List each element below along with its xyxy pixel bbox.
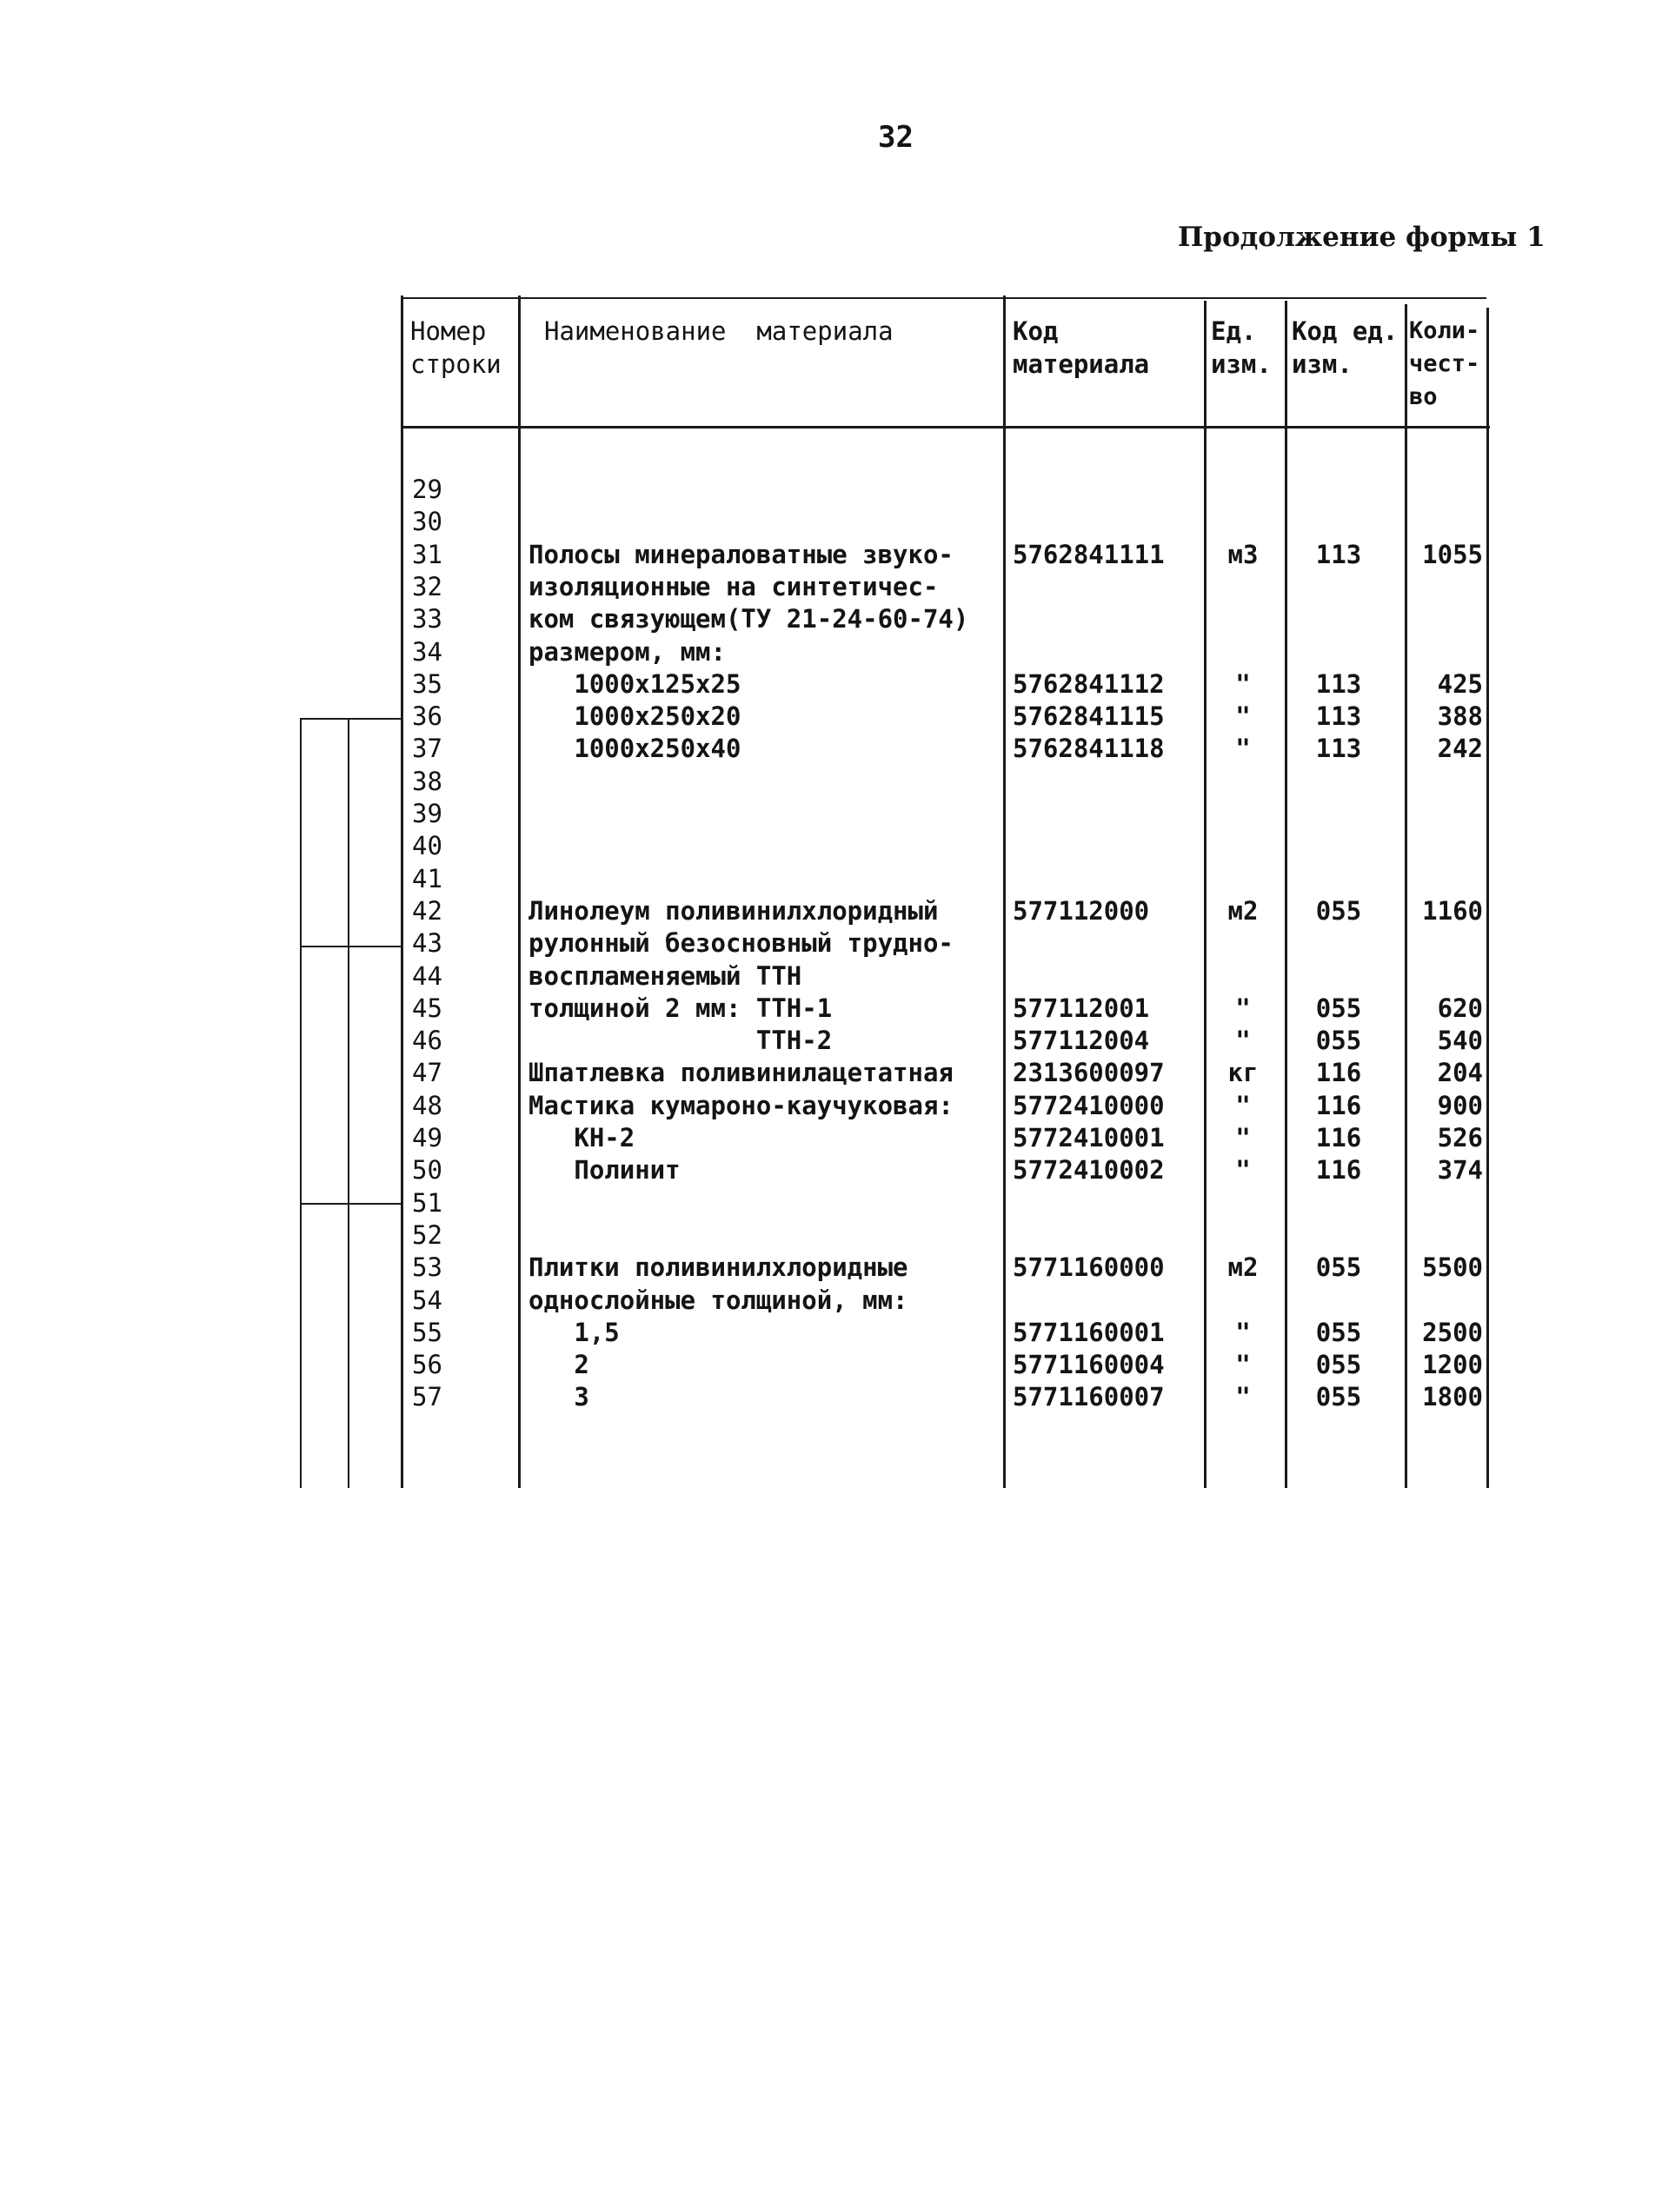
row-number-cell: 56 [412,1350,442,1379]
quantity-cell: 1160 [1422,896,1483,926]
material-name-cell: 1,5 [529,1318,620,1347]
unit-cell [1208,506,1278,538]
material-name-cell: 1000x125x25 [529,669,741,699]
margin-tick [300,1203,402,1205]
unit-code-cell [1295,1285,1382,1317]
row-number-cell: 33 [412,604,442,634]
quantity-cell [1399,766,1483,798]
material-name-cell: Полинит [529,1155,681,1185]
unit-cell: м2 [1227,896,1259,926]
material-name-cell: КН-2 [529,1123,635,1152]
row-number-cell: 30 [412,507,442,536]
row-number-cell: 51 [412,1188,442,1218]
unit-cell [1208,1187,1278,1219]
quantity-cell [1399,474,1483,506]
unit-code-cell [1295,830,1382,862]
row-number-cell: 31 [412,540,442,569]
material-code-cell: 5762841118 [1013,734,1165,763]
unit-cell [1208,636,1278,668]
unit-cell: " [1235,1318,1251,1347]
row-number-cell: 55 [412,1318,442,1347]
material-name-cell: 3 [529,1382,589,1412]
row-number-cell: 52 [412,1220,442,1250]
column-line [401,296,403,1488]
row-number-cell: 54 [412,1285,442,1315]
quantity-cell: 388 [1437,701,1483,731]
material-code-cell: 577112000 [1013,896,1150,926]
quantity-cell: 540 [1437,1026,1483,1055]
material-name-cell: Линолеум поливинилхлоридный [529,896,939,926]
unit-code-cell: 055 [1315,1252,1362,1282]
quantity-cell: 1800 [1422,1382,1483,1412]
material-name-cell: Шпатлевка поливинилацетатная [529,1058,954,1087]
material-name-cell: однослойные толщиной, мм: [529,1285,908,1315]
unit-code-cell [1295,474,1382,506]
quantity-cell [1399,863,1483,895]
unit-code-cell [1295,636,1382,668]
unit-code-cell [1295,798,1382,830]
material-name-cell: воспламеняемый ТТН [529,961,802,991]
column-line [1003,296,1006,1488]
unit-cell [1208,1219,1278,1252]
row-number-cell: 40 [412,831,442,860]
continuation-label: Продолжение формы 1 [1178,222,1546,253]
unit-code-cell: 113 [1315,734,1362,763]
unit-cell [1208,960,1278,993]
unit-code-cell: 055 [1315,1382,1362,1412]
header-unit: Ед. изм. [1211,316,1272,379]
row-number-cell: 29 [412,475,442,504]
quantity-cell: 425 [1437,669,1483,699]
row-number-cell: 42 [412,896,442,926]
material-name-cell: Плитки поливинилхлоридные [529,1252,908,1282]
row-number-cell: 34 [412,637,442,667]
unit-cell [1208,766,1278,798]
row-number-cell: 46 [412,1026,442,1055]
row-number-cell: 53 [412,1252,442,1282]
quantity-cell [1399,506,1483,538]
quantity-cell [1399,1187,1483,1219]
unit-cell [1208,603,1278,635]
material-code-cell: 577112004 [1013,1026,1150,1055]
quantity-cell: 242 [1437,734,1483,763]
unit-code-cell [1295,960,1382,993]
header-unit-code: Код ед. изм. [1292,316,1399,379]
unit-cell [1208,571,1278,603]
quantity-cell: 526 [1437,1123,1483,1152]
quantity-cell [1399,830,1483,862]
unit-code-cell: 113 [1315,669,1362,699]
unit-code-cell: 116 [1315,1155,1362,1185]
unit-code-cell [1295,506,1382,538]
material-code-cell: 5772410001 [1013,1123,1165,1152]
material-name-cell: 1000x250x20 [529,701,741,731]
unit-cell [1208,1285,1278,1317]
material-name-cell: Мастика кумароно-каучуковая: [529,1091,954,1120]
header-material-code: Код материала [1013,316,1150,379]
row-number-cell: 43 [412,928,442,958]
row-number-cell: 38 [412,767,442,796]
material-name-cell: размером, мм: [529,637,726,667]
unit-code-cell [1295,863,1382,895]
material-code-cell: 5762841112 [1013,669,1165,699]
unit-cell: " [1235,1350,1251,1379]
unit-cell [1208,798,1278,830]
unit-cell [1208,927,1278,960]
unit-code-cell: 116 [1315,1091,1362,1120]
row-number-cell: 32 [412,572,442,601]
row-number-cell: 44 [412,961,442,991]
unit-cell: " [1235,993,1251,1023]
unit-cell: " [1235,1091,1251,1120]
unit-code-cell [1295,1187,1382,1219]
margin-tick [300,946,402,947]
header-row-number: Номер строки [410,316,502,379]
quantity-cell [1399,960,1483,993]
material-name-cell: 1000x250x40 [529,734,741,763]
unit-cell [1208,830,1278,862]
unit-cell: " [1235,734,1251,763]
material-code-cell: 5762841111 [1013,540,1165,569]
quantity-cell: 620 [1437,993,1483,1023]
unit-cell: м2 [1227,1252,1259,1282]
quantity-cell [1399,1285,1483,1317]
unit-code-cell: 055 [1315,993,1362,1023]
material-code-cell: 5762841115 [1013,701,1165,731]
unit-code-cell [1295,766,1382,798]
material-code-cell: 5771160001 [1013,1318,1165,1347]
unit-code-cell: 055 [1315,896,1362,926]
row-number-cell: 49 [412,1123,442,1152]
table-top-border [402,297,1486,299]
column-line [518,296,521,1488]
unit-code-cell: 055 [1315,1026,1362,1055]
quantity-cell [1399,798,1483,830]
quantity-cell [1399,571,1483,603]
unit-cell: " [1235,1026,1251,1055]
row-number-cell: 36 [412,701,442,731]
quantity-cell: 204 [1437,1058,1483,1087]
unit-cell: " [1235,1155,1251,1185]
quantity-cell: 5500 [1422,1252,1483,1282]
column-line [1204,301,1207,1488]
material-name-cell: изоляционные на синтетичес- [529,572,939,601]
material-code-cell: 5771160007 [1013,1382,1165,1412]
material-code-cell: 5771160004 [1013,1350,1165,1379]
quantity-cell: 2500 [1422,1318,1483,1347]
unit-cell: " [1235,1382,1251,1412]
quantity-cell [1399,1219,1483,1252]
margin-line [300,718,302,1488]
unit-cell: " [1235,701,1251,731]
row-number-cell: 35 [412,669,442,699]
quantity-cell: 374 [1437,1155,1483,1185]
unit-code-cell [1295,603,1382,635]
unit-code-cell [1295,1219,1382,1252]
quantity-cell: 1055 [1422,540,1483,569]
material-name-cell: Полосы минераловатные звуко- [529,540,954,569]
unit-code-cell: 113 [1315,701,1362,731]
unit-cell [1208,474,1278,506]
header-quantity: Коли- чест- во [1409,317,1480,410]
material-name-cell: рулонный безосновный трудно- [529,928,954,958]
quantity-cell: 900 [1437,1091,1483,1120]
margin-line [348,718,349,1488]
unit-code-cell: 116 [1315,1058,1362,1087]
material-code-cell: 5771160000 [1013,1252,1165,1282]
row-number-cell: 48 [412,1091,442,1120]
quantity-cell [1399,603,1483,635]
quantity-cell [1399,927,1483,960]
page-number: 32 [878,120,914,155]
unit-code-cell: 116 [1315,1123,1362,1152]
material-name-cell: ТТН-2 [529,1026,833,1055]
material-name-cell: 2 [529,1350,589,1379]
unit-code-cell: 055 [1315,1318,1362,1347]
unit-cell: кг [1227,1058,1259,1087]
column-line [1285,301,1287,1488]
unit-cell: м3 [1227,540,1259,569]
header-material-name: Наименование материала [544,316,894,346]
unit-code-cell [1295,571,1382,603]
unit-cell: " [1235,1123,1251,1152]
header-bottom-border [402,426,1490,428]
row-number-cell: 39 [412,799,442,828]
row-number-cell: 37 [412,734,442,763]
quantity-cell [1399,636,1483,668]
material-name-cell: толщиной 2 мм: ТТН-1 [529,993,833,1023]
unit-cell [1208,863,1278,895]
row-number-cell: 57 [412,1382,442,1412]
row-number-cell: 45 [412,993,442,1023]
material-code-cell: 5772410002 [1013,1155,1165,1185]
material-code-cell: 2313600097 [1013,1058,1165,1087]
material-name-cell: ком связующем(ТУ 21-24-60-74) [529,604,969,634]
unit-code-cell: 055 [1315,1350,1362,1379]
material-code-cell: 5772410000 [1013,1091,1165,1120]
quantity-cell: 1200 [1422,1350,1483,1379]
row-number-cell: 47 [412,1058,442,1087]
row-number-cell: 41 [412,864,442,893]
row-number-cell: 50 [412,1155,442,1185]
material-code-cell: 577112001 [1013,993,1150,1023]
column-line [1486,308,1489,1488]
unit-code-cell [1295,927,1382,960]
unit-code-cell: 113 [1315,540,1362,569]
margin-tick [300,718,402,720]
unit-cell: " [1235,669,1251,699]
